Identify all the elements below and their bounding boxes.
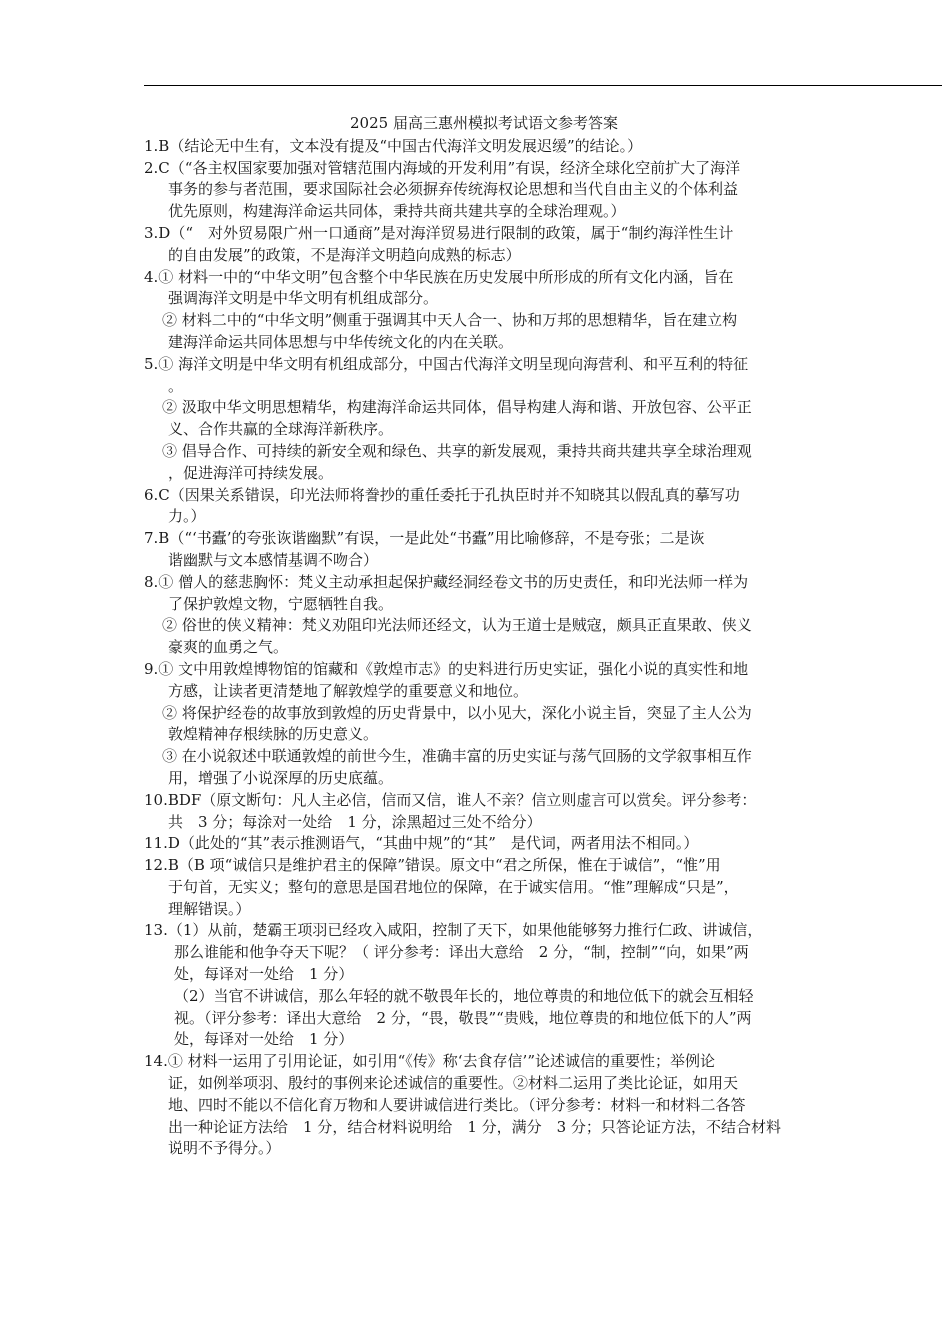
answer-5-point-3: ③ 倡导合作、可持续的新安全观和绿色、共享的新发展观，秉持共商共建共享全球治理观 ，促进海洋可持续发展。	[162, 441, 752, 482]
answer-10: 10.BDF（原文断句：凡人主必信，信而又信，谁人不亲？信立则虚言可以赏矣。评分参考： 共 3 分；每涂对一处给 1 分，涂黑超过三处不给分）	[144, 790, 757, 831]
answer-13: 13.（1）从前，楚霸王项羽已经攻入咸阳，控制了天下，如果他能够努力推行仁政、讲诚信， 那么谁能和他争夺天下呢？（ 评分参考：译出大意给 2 分，“制，控制”“向，如果”两 处，每译对一处给 1 分） （2）当官不讲诚信，那么年轻的就不敬畏年长的，地位尊贵的和地位低下的就会互相轻 视。（评分参考：译出大意给 2 分，“畏，敬畏”“贵贱，地位尊贵的和地位低下的人”两 处，每译对一处给 1 分）	[144, 920, 824, 1051]
answer-14: 14.① 材料一运用了引用论证，如引用“《传》称‘去食存信’”论述诚信的重要性；举例论 证，如例举项羽、殷纣的事例来论述诚信的重要性。②材料二运用了类比论证，如用天 地、四时不能以不信化育万物和人要讲诚信进行类比。（评分参考：材料一和材料二各答 出一种论证方法给 1 分，结合材料说明给 1 分，满分 3 分；只答论证方法，不结合材料 说明不予得分。）	[144, 1052, 781, 1158]
answer-4-point-2: ② 材料二中的“中华文明”侧重于强调其中天人合一、协和万邦的思想精华，旨在建立构 建海洋命运共同体思想与中华传统文化的内在关联。	[162, 311, 738, 351]
answer-2: 2.C（“各主权国家要加强对管辖范围内海域的开发利用”有误，经济全球化空前扩大了海洋 事务的参与者范围，要求国际社会必须摒弃传统海权论思想和当代自由主义的个体利益 优先原则，构建海洋命运共同体，秉持共商共建共享的全球治理观。）	[144, 158, 741, 221]
answer-13-part-2: （2）当官不讲诚信，那么年轻的就不敬畏年长的，地位尊贵的和地位低下的就会互相轻 视。（评分参考：译出大意给 2 分，“畏，敬畏”“贵贱，地位尊贵的和地位低下的人”两 处，每译对一处给 1 分）	[174, 986, 754, 1049]
answer-1: 1.B（结论无中生有，文本没有提及“中国古代海洋文明发展迟缓”的结论。）	[144, 136, 643, 155]
answer-4: 4.① 材料一中的“中华文明”包含整个中华民族在历史发展中所形成的所有文化内涵，旨在 强调海洋文明是中华文明有机组成部分。 ② 材料二中的“中华文明”侧重于强调其中天人合一、协和万邦的思想精华，旨在建立构 建海洋命运共同体思想与中华传统文化的内在关联。	[144, 267, 824, 354]
answer-3: 3.D（“ 对外贸易限广州一口通商”是对海洋贸易进行限制的政策，属于“制约海洋性生计 的自由发展”的政策，不是海洋文明趋向成熟的标志）	[144, 223, 734, 264]
answer-5-point-2: ② 汲取中华文明思想精华，构建海洋命运共同体，倡导构建人海和谐、开放包容、公平正 义、合作共赢的全球海洋新秩序。	[162, 398, 752, 439]
answer-7: 7.B（“‘书蠹’的夸张诙谐幽默”有误，一是此处“书蠹”用比喻修辞，不是夸张；二是诙 谐幽默与文本感情基调不吻合）	[144, 529, 705, 569]
answer-8: 8.① 僧人的慈悲胸怀：梵义主动承担起保护藏经洞经卷文书的历史责任，和印光法师一样为 了保护敦煌文物，宁愿牺牲自我。 ② 俗世的侠义精神：梵义劝阻印光法师还经文，认为王道士是贼寇，颇具正直果敢、侠义 豪爽的血勇之气。	[144, 572, 824, 659]
header-rule	[144, 85, 942, 86]
answer-document	[144, 113, 824, 1160]
answer-9: 9.① 文中用敦煌博物馆的馆藏和《敦煌市志》的史料进行历史实证，强化小说的真实性和地 方感，让读者更清楚地了解敦煌学的重要意义和地位。 ② 将保护经卷的故事放到敦煌的历史背景中，以小见大，深化小说主旨，突显了主人公为 敦煌精神存根续脉的历史意义。 ③ 在小说叙述中联通敦煌的前世今生，准确丰富的历史实证与荡气回肠的文学叙事相互作 用，增强了小说深厚的历史底蕴。	[144, 659, 824, 790]
answer-12: 12.B（B 项“诚信只是维护君主的保障”错误。原文中“君之所保，惟在于诚信”，“惟”用 于句首，无实义；整句的意思是国君地位的保障，在于诚实信用。“惟”理解成“只是”， 理解错误。）	[144, 856, 739, 918]
answer-8-point-2: ② 俗世的侠义精神：梵义劝阻印光法师还经文，认为王道士是贼寇，颇具正直果敢、侠义 豪爽的血勇之气。	[162, 616, 752, 657]
answer-9-point-3: ③ 在小说叙述中联通敦煌的前世今生，准确丰富的历史实证与荡气回肠的文学叙事相互作 用，增强了小说深厚的历史底蕴。	[162, 747, 752, 787]
page-title: 2025 届高三惠州模拟考试语文参考答案	[350, 114, 618, 132]
answer-11: 11.D（此处的“其”表示推测语气，“其曲中规”的“其” 是代词，两者用法不相同。）	[144, 834, 699, 853]
answer-6: 6.C（因果关系错误，印光法师将誊抄的重任委托于孔执臣时并不知晓其以假乱真的摹写功 力。）	[144, 485, 740, 526]
answer-9-point-2: ② 将保护经卷的故事放到敦煌的历史背景中，以小见大，深化小说主旨，突显了主人公为 敦煌精神存根续脉的历史意义。	[162, 703, 752, 744]
answer-5: 5.① 海洋文明是中华文明有机组成部分，中国古代海洋文明呈现向海营利、和平互利的特征 。 ② 汲取中华文明思想精华，构建海洋命运共同体，倡导构建人海和谐、开放包容、公平正 义、合作共赢的全球海洋新秩序。 ③ 倡导合作、可持续的新安全观和绿色、共享的新发展观，秉持共商共建共享全球治理观 ，促进海洋可持续发展。	[144, 354, 824, 485]
